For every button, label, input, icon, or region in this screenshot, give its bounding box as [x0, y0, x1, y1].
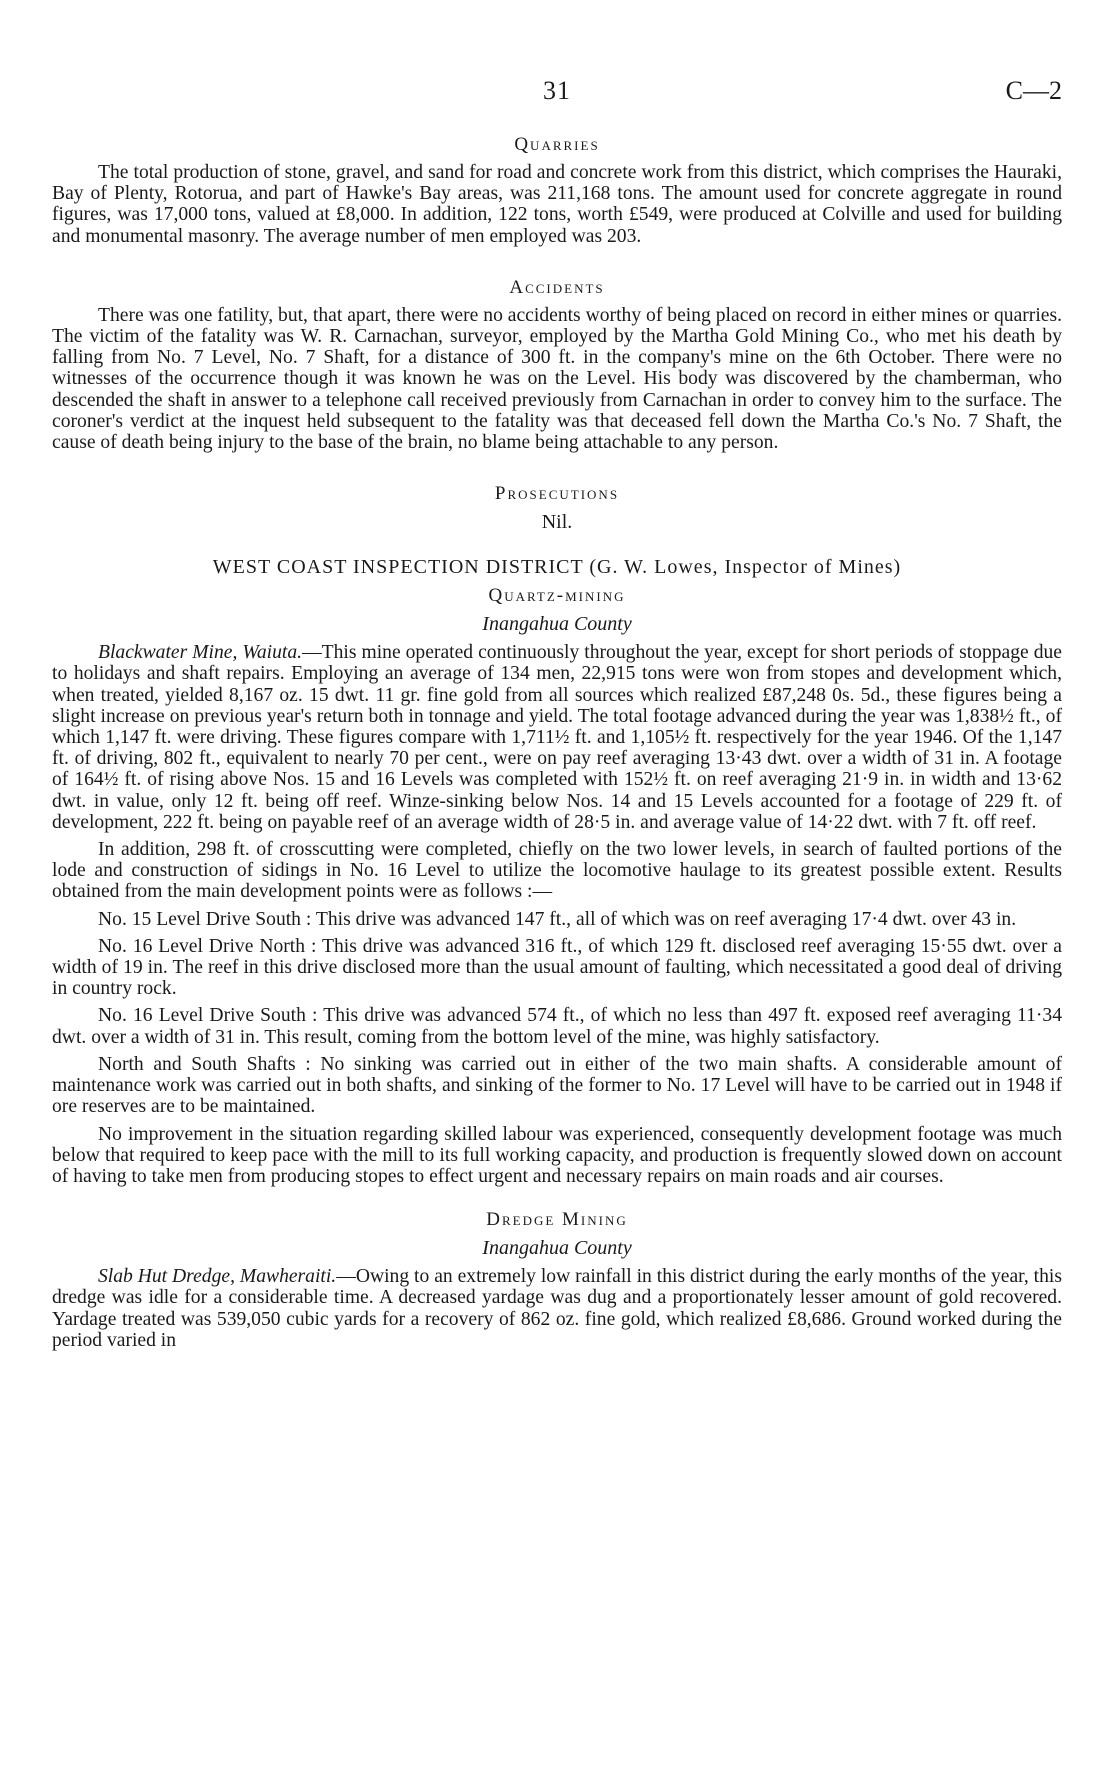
dredge-county-heading: Inangahua County: [482, 1237, 632, 1260]
crosscutting-paragraph: In addition, 298 ft. of crosscutting were completed, chiefly on the two lower levels, in search of faulted portions of the lode and construction of sidings in No. 16 Level to utilize the locomotive haulage to its greatest possible extent. Results obtained from the main development points were as follows :—: [52, 839, 1062, 903]
dredge-name: Slab Hut Dredge, Mawheraiti.: [98, 1266, 337, 1288]
blackwater-text: —This mine operated continuously throughout the year, except for short periods of stoppage due to holidays and shaft repairs. Employing an average of 134 men, 22,915 tons were won from stopes and development which, when treated, yielded 8,167 oz. 15 dwt. 11 gr. fine gold from all sources which realized £87,248 0s. 5d., these figures being a slight increase on previous year's return both in tonnage and yield. The total footage advanced during the year was 1,838½ ft., of which 1,147 ft. were driving. These figures compare with 1,711½ ft. and 1,105½ ft. respectively for the year 1946. Of the 1,147 ft. of driving, 802 ft., equivalent to nearly 70 per cent., were on pay reef averaging 13·43 dwt. over a width of 31 in. A footage of 164½ ft. of rising above Nos. 15 and 16 Levels was completed with 152½ ft. on reef averaging 21·9 in. in width and 13·62 dwt. in value, only 12 ft. being off reef. Winze-sinking below Nos. 14 and 15 Levels accounted for a footage of 229 ft. of development, 222 ft. being on payable reef of an average width of 28·5 in. and average value of 14·22 dwt. with 7 ft. off reef.: [52, 642, 1062, 833]
accidents-paragraph: There was one fatility, but, that apart, there were no accidents worthy of being placed on record in either mines or quarries. The victim of the fatality was W. R. Carnachan, surveyor, employed by the Martha Gold Mining Co., who met his death by falling from No. 7 Level, No. 7 Shaft, for a distance of 300 ft. in the company's mine on the 6th October. There were no witnesses of the occurrence though it was known he was on the Level. His body was discovered by the chamberman, who descended the shaft in answer to a telephone call received previously from Carnachan in order to convey him to the surface. The coroner's verdict at the inquest held subsequent to the fatality was that deceased fell down the Martha Co.'s No. 7 Shaft, the cause of death being injury to the base of the brain, no blame being attachable to any person.: [52, 304, 1062, 454]
dredge-mining-heading: Dredge Mining: [486, 1209, 628, 1231]
document-reference: C—2: [1005, 76, 1062, 105]
page-header: [52, 70, 1062, 134]
document-page: [52, 70, 1062, 1357]
prosecutions-heading: Prosecutions: [494, 483, 620, 505]
labour-paragraph: No improvement in the situation regarding skilled labour was experienced, consequently development footage was much below that required to keep pace with the mill to its full working capacity, and production is frequently slowed down on account of having to take men from producing stopes to effect urgent and necessary repairs on main roads and air courses.: [52, 1123, 1062, 1187]
slab-hut-paragraph: [52, 1266, 1062, 1351]
mine-name: Blackwater Mine, Waiuta.: [98, 642, 303, 664]
quartz-mining-heading: Quartz-mining: [488, 585, 626, 607]
quarries-heading: Quarries: [514, 134, 600, 155]
county-heading: Inangahua County: [482, 613, 632, 636]
blackwater-paragraph: [52, 642, 1062, 833]
shafts-paragraph: North and South Shafts : No sinking was carried out in either of the two main shafts. A considerable amount of maintenance work was carried out in both shafts, and sinking of the former to No. 17 Level will have to be carried out in 1948 if ore reserves are to be maintained.: [52, 1053, 1062, 1118]
level-15-south-paragraph: No. 15 Level Drive South : This drive was advanced 147 ft., all of which was on reef averaging 17·4 dwt. over 43 in.: [98, 908, 1017, 930]
district-heading: WEST COAST INSPECTION DISTRICT (G. W. Lowes, Inspector of Mines): [212, 556, 902, 579]
prosecutions-text: Nil.: [541, 511, 573, 534]
quarries-paragraph: The total production of stone, gravel, and sand for road and concrete work from this district, which comprises the Hauraki, Bay of Plenty, Rotorua, and part of Hawke's Bay areas, was 211,168 tons. The amount used for concrete aggregate in round figures, was 17,000 tons, valued at £8,000. In addition, 122 tons, worth £549, were produced at Colville and used for building and monumental masonry. The average number of men employed was 203.: [52, 162, 1062, 247]
page-number: 31: [543, 76, 571, 105]
slab-hut-text: —Owing to an extremely low rainfall in this district during the early months of the year, this dredge was idle for a considerable time. A decreased yardage was dug and a proportionately lesser amount of gold recovered. Yardage treated was 539,050 cubic yards for a recovery of 862 oz. fine gold, which realized £8,686. Ground worked during the period varied in: [52, 1266, 1062, 1351]
accidents-heading: Accidents: [509, 276, 605, 298]
level-16-south-paragraph: No. 16 Level Drive South : This drive was advanced 574 ft., of which no less than 497 ft. exposed reef averaging 11·34 dwt. over a width of 31 in. This result, coming from the bottom level of the mine, was highly satisfactory.: [52, 1005, 1062, 1048]
level-16-north-paragraph: No. 16 Level Drive North : This drive was advanced 316 ft., of which 129 ft. disclosed reef averaging 15·55 dwt. over a width of 19 in. The reef in this drive disclosed more than the usual amount of faulting, which necessitated a good deal of driving in country rock.: [52, 935, 1062, 1000]
